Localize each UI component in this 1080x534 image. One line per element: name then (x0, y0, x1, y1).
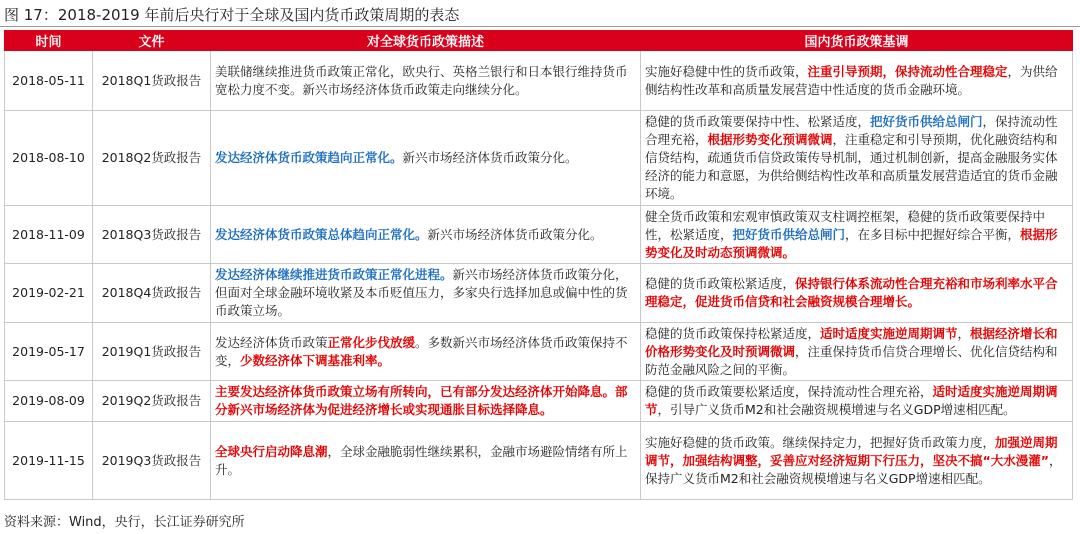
row-domestic-policy (641, 323, 1073, 381)
emphasis-blue-text: 发达经济体继续推进货币政策正常化进程。 (215, 267, 453, 282)
policy-text: ，注重稳定和引导预期，优化融资结构和信贷结构，疏通货币信贷政策传导机制，通过机制创新，提高金融服务实体经济的能力和意愿，为供给侧结构性改革和高质量发展营造适宜的货币金融环境。 (645, 132, 1058, 201)
header-domestic-policy: 国内货币政策基调 (641, 31, 1073, 51)
emphasis-red-text: 主要发达经济体货币政策立场有所转向，已有部分发达经济体开始降息。部分新兴市场经济体为促进经济增长或实现通胀目标选择降息。 (215, 384, 628, 417)
row-date: 2019-11-15 (5, 422, 93, 500)
source-note: 资料来源：Wind，央行，长江证券研究所 (4, 515, 245, 530)
row-domestic-policy (641, 264, 1073, 323)
emphasis-red-text: 根据形势变化及时动态预调微调。 (645, 226, 1058, 260)
emphasis-red-text: 适时适度实施逆周期调节 (820, 325, 958, 341)
row-global-policy (211, 111, 641, 206)
policy-text: ，引导广义货币M2和社会融资规模增速与名义GDP增速相匹配。 (657, 402, 1016, 417)
table-row (5, 51, 1073, 111)
emphasis-red-text: 适时适度实施逆周期调节 (645, 384, 1058, 417)
header-date: 时间 (5, 31, 93, 51)
policy-text: 稳健的货币政策松紧适度， (645, 276, 796, 291)
policy-text: ，保持广义货币M2和社会融资规模增速与名义GDP增速相匹配。 (645, 452, 1062, 486)
row-global-policy (211, 381, 641, 422)
policy-text: 发达经济体货币政策 (215, 334, 328, 350)
policy-text: 稳健的货币政策要松紧适度，保持流动性合理充裕， (645, 384, 933, 399)
row-domestic-policy (641, 111, 1073, 206)
emphasis-red-text: 注重引导预期，保持流动性合理稳定 (807, 63, 1008, 79)
row-document: 2018Q3货政报告 (93, 206, 211, 264)
policy-table (4, 30, 1073, 500)
policy-text: 美联储继续推进货币政策正常化，欧央行、英格兰银行和日本银行维持货币宽松力度不变。新兴市场经济体货币政策走向继续分化。 (215, 63, 628, 97)
emphasis-red-text: 正常化步伐放缓 (327, 334, 416, 350)
row-date: 2019-05-17 (5, 323, 93, 381)
row-document: 2018Q4货政报告 (93, 264, 211, 323)
row-date: 2018-08-10 (5, 111, 93, 206)
row-date: 2019-02-21 (5, 264, 93, 323)
emphasis-blue-text: 发达经济体货币政策总体趋向正常化。 (215, 226, 428, 242)
row-global-policy (211, 422, 641, 500)
header-global-policy: 对全球货币政策描述 (211, 31, 641, 51)
emphasis-blue-text: 把好货币供给总闸门 (732, 226, 846, 242)
row-global-policy (211, 264, 641, 323)
policy-text: 健全货币政策和宏观审慎政策双支柱调控框架，稳健的货币政策要保持中性，松紧适度， (645, 208, 1046, 242)
emphasis-red-text: 根据形势变化预调微调 (707, 132, 833, 147)
row-document: 2019Q2货政报告 (93, 381, 211, 422)
policy-text: 新兴市场经济体货币政策分化。 (402, 150, 578, 165)
row-date: 2018-05-11 (5, 51, 93, 111)
emphasis-red-text: 少数经济体下调基准利率。 (240, 352, 391, 368)
table-row (5, 206, 1073, 264)
table-row (5, 264, 1073, 323)
row-domestic-policy (641, 381, 1073, 422)
row-global-policy (211, 51, 641, 111)
emphasis-red-text: 根据经济增长和价格形势变化及时预调微调 (645, 325, 1058, 359)
row-document: 2019Q1货政报告 (93, 323, 211, 381)
table-row (5, 381, 1073, 422)
row-domestic-policy (641, 422, 1073, 500)
policy-text: 实施好稳健中性的货币政策， (645, 63, 808, 79)
policy-text: 新兴市场经济体货币政策分化。 (427, 226, 603, 242)
row-date: 2019-08-09 (5, 381, 93, 422)
emphasis-blue-text: 把好货币供给总闸门 (870, 114, 983, 129)
figure-title: 图 17：2018-2019 年前后央行对于全球及国内货币政策周期的表态 (4, 6, 460, 24)
table-row (5, 323, 1073, 381)
table-row (5, 422, 1073, 500)
emphasis-red-text: 加强逆周期调节，加强结构调整，妥善应对经济短期下行压力，坚决不搞“大水漫灌” (645, 434, 1058, 468)
policy-text: ，为供给侧结构性改革和高质量发展营造中性适度的货币金融环境。 (645, 63, 1058, 97)
policy-text: ， (957, 325, 971, 341)
header-document: 文件 (93, 31, 211, 51)
policy-text: ，在多目标中把握好综合平衡， (845, 226, 1021, 242)
row-domestic-policy (641, 206, 1073, 264)
table-header-row (5, 31, 1073, 51)
policy-text: 新兴市场经济体货币政策分化，但面对全球金融环境收紧及本币贬值压力，多家央行选择加息或偏中性的货币政策立场。 (215, 267, 628, 318)
row-document: 2018Q2货政报告 (93, 111, 211, 206)
row-document: 2018Q1货政报告 (93, 51, 211, 111)
policy-text: 。多数新兴市场经济体货币政策保持不变， (215, 334, 628, 368)
title-divider (0, 26, 1080, 27)
policy-text: ，保持流动性合理充裕， (645, 114, 1058, 147)
row-global-policy (211, 323, 641, 381)
emphasis-red-text: 全球央行启动降息潮 (215, 443, 328, 459)
emphasis-red-text: 保持银行体系流动性合理充裕和市场利率水平合理稳定，促进货币信贷和社会融资规模合理增长。 (645, 276, 1058, 309)
policy-text: 稳健的货币政策要保持中性、松紧适度， (645, 114, 871, 129)
row-date: 2018-11-09 (5, 206, 93, 264)
policy-text: 实施好稳健的货币政策。继续保持定力，把握好货币政策力度， (645, 434, 996, 450)
policy-text: 稳健的货币政策保持松紧适度， (645, 325, 821, 341)
table-row (5, 111, 1073, 206)
policy-text: ，注重保持货币信贷合理增长、优化信贷结构和防范金融风险之间的平衡。 (645, 343, 1058, 377)
policy-text: ，全球金融脆弱性继续累积，金融市场避险情绪有所上升。 (215, 443, 628, 477)
row-global-policy (211, 206, 641, 264)
emphasis-blue-text: 发达经济体货币政策趋向正常化。 (215, 150, 403, 165)
row-domestic-policy (641, 51, 1073, 111)
row-document: 2019Q3货政报告 (93, 422, 211, 500)
